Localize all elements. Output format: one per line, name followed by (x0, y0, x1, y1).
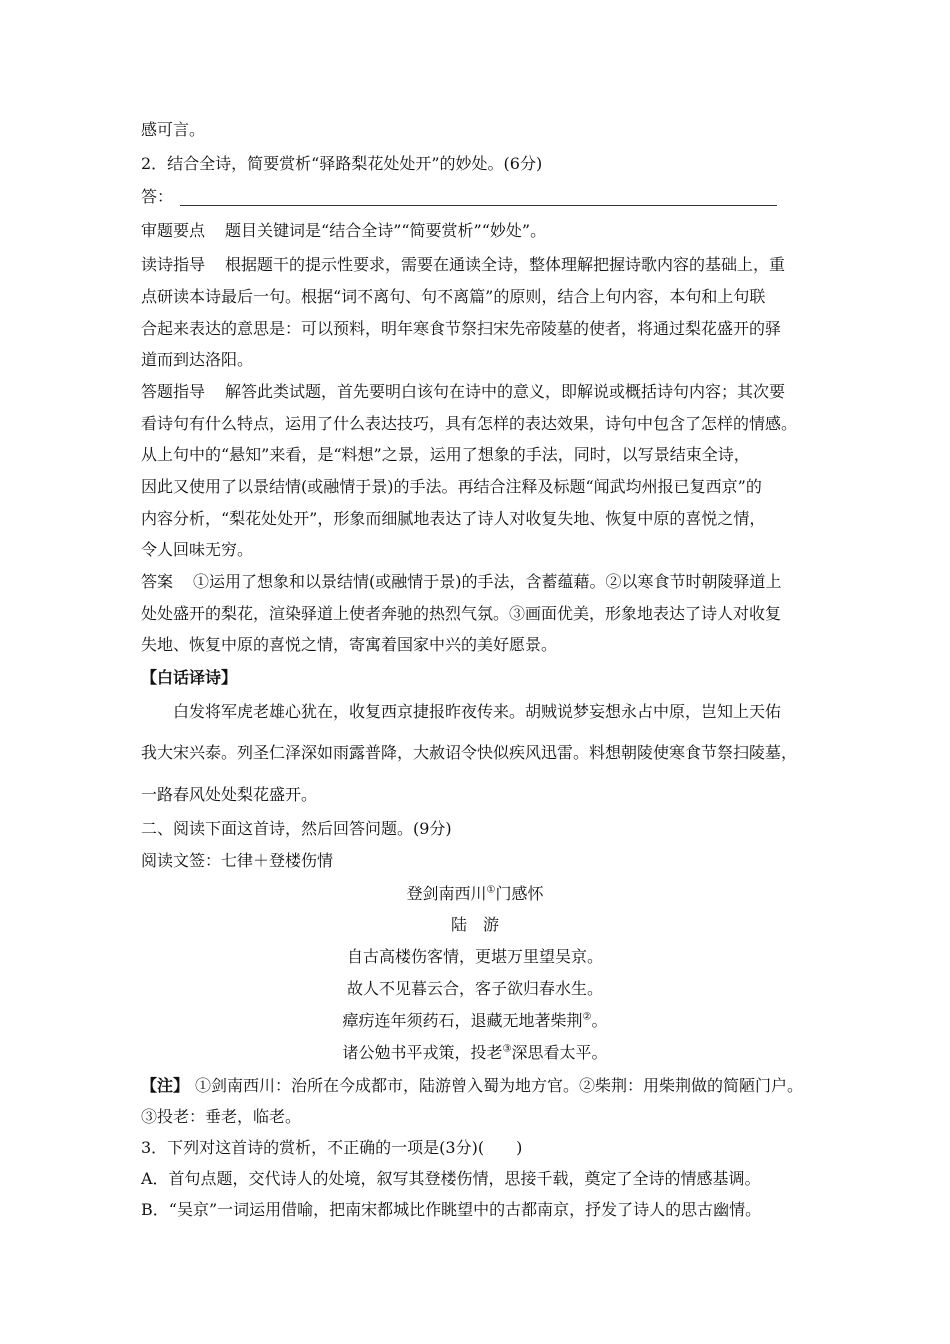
note-line-1: 【注】 ①剑南西川：治所在今成都市，陆游曾入蜀为地方官。②柴荆：用柴荆做的简陋门户。 (141, 1076, 804, 1095)
question-3: 3．下列对这首诗的赏析，不正确的一项是(3分)( ) (141, 1138, 523, 1157)
baihua-line-3: 一路春风处处梨花盛开。 (141, 785, 318, 804)
baihua-heading: 【白话译诗】 (141, 668, 238, 687)
dushi-label: 读诗指导 (141, 255, 206, 274)
section-2-heading: 二、阅读下面这首诗，然后回答问题。(9分) (141, 819, 452, 838)
daan-label: 答案 (141, 572, 174, 591)
dushi-line-4: 道而到达洛阳。 (141, 350, 254, 369)
answer-label: 答： (141, 187, 174, 206)
poem-author: 陆 游 (450, 915, 499, 934)
daan-line-2: 处处盛开的梨花，渲染驿道上使者奔驰的热烈气氛。③画面优美，形象地表达了诗人对收复 (141, 604, 782, 623)
poem-line-4: 诸公勉书平戎策，投老③深思看太平。 (342, 1043, 608, 1062)
note-line-2: ③投老：垂老，临老。 (141, 1107, 302, 1126)
dati-line-4: 因此又使用了以景结情(或融情于景)的手法。再结合注释及标题“闻武均州报已复西京”的 (141, 477, 762, 496)
top-fragment: 感可言。 (141, 120, 206, 139)
poem-line-2: 故人不见暮云合，客子欲归春水生。 (346, 979, 603, 998)
dushi-line-3: 合起来表达的意思是：可以预料，明年寒食节祭扫宋先帝陵墓的使者，将通过梨花盛开的驿 (141, 319, 782, 338)
question-2: 2．结合全诗，简要赏析“驿路梨花处处开”的妙处。(6分) (141, 154, 543, 173)
dati-label: 答题指导 (141, 382, 206, 401)
dati-line-6: 令人回味无穷。 (141, 540, 254, 559)
footnote-ref-1: ① (486, 884, 496, 896)
answer-blank-line[interactable] (180, 205, 777, 206)
shenti-paragraph (141, 220, 546, 242)
footnote-ref-3: ③ (502, 1043, 512, 1055)
shenti-text: 题目关键词是“结合全诗”“简要赏析”“妙处”。 (225, 221, 547, 240)
option-a[interactable]: A．首句点题，交代诗人的处境，叙写其登楼伤情，思接千载，奠定了全诗的情感基调。 (141, 1169, 761, 1188)
poem-title: 登剑南西川①门感怀 (406, 884, 544, 903)
dati-line-1: 答题指导 解答此类试题，首先要明白该句在诗中的意义，即解说或概括诗句内容；其次要 (141, 382, 786, 401)
baihua-line-2: 我大宋兴泰。列圣仁泽深如雨露普降，大赦诏令快似疾风迅雷。料想朝陵使寒食节祭扫陵墓， (141, 743, 798, 762)
daan-line-3: 失地、恢复中原的喜悦之情，寄寓着国家中兴的美好愿景。 (141, 635, 558, 654)
dushi-line-1: 读诗指导 根据题干的提示性要求，需要在通读全诗，整体理解把握诗歌内容的基础上，重 (141, 255, 786, 274)
dushi-line-2: 点研读本诗最后一句。根据“词不离句、句不离篇”的原则，结合上句内容，本句和上句联 (141, 287, 766, 306)
baihua-line-1: 白发将军虎老雄心犹在，收复西京捷报昨夜传来。胡贼说梦妄想永占中原，岂知上天佑 (173, 702, 782, 721)
daan-line-1: 答案 ①运用了想象和以景结情(或融情于景)的手法，含蓄蕴藉。②以寒食节时朝陵驿道上 (141, 572, 782, 591)
section-2-tag: 阅读文签：七律＋登楼伤情 (141, 851, 334, 870)
dati-line-2: 看诗句有什么特点，运用了什么表达技巧，具有怎样的表达效果，诗句中包含了怎样的情感。 (141, 414, 798, 433)
poem-line-1: 自古高楼伤客情，更堪万里望吴京。 (346, 947, 603, 966)
dati-line-5: 内容分析，“梨花处处开”，形象而细腻地表达了诗人对收复失地、恢复中原的喜悦之情， (141, 509, 766, 528)
poem-line-3: 瘴疠连年须药石，退藏无地著柴荆②。 (342, 1011, 608, 1030)
option-b[interactable]: B．“吴京”一词运用借喻，把南宋都城比作眺望中的古都南京，抒发了诗人的思古幽情。 (141, 1200, 762, 1219)
dati-line-3: 从上句中的“悬知”来看，是“料想”之景，运用了想象的手法，同时，以写景结束全诗， (141, 445, 750, 464)
shenti-label: 审题要点 (141, 221, 206, 240)
footnote-ref-2: ② (582, 1011, 592, 1023)
note-label: 【注】 (141, 1076, 190, 1095)
